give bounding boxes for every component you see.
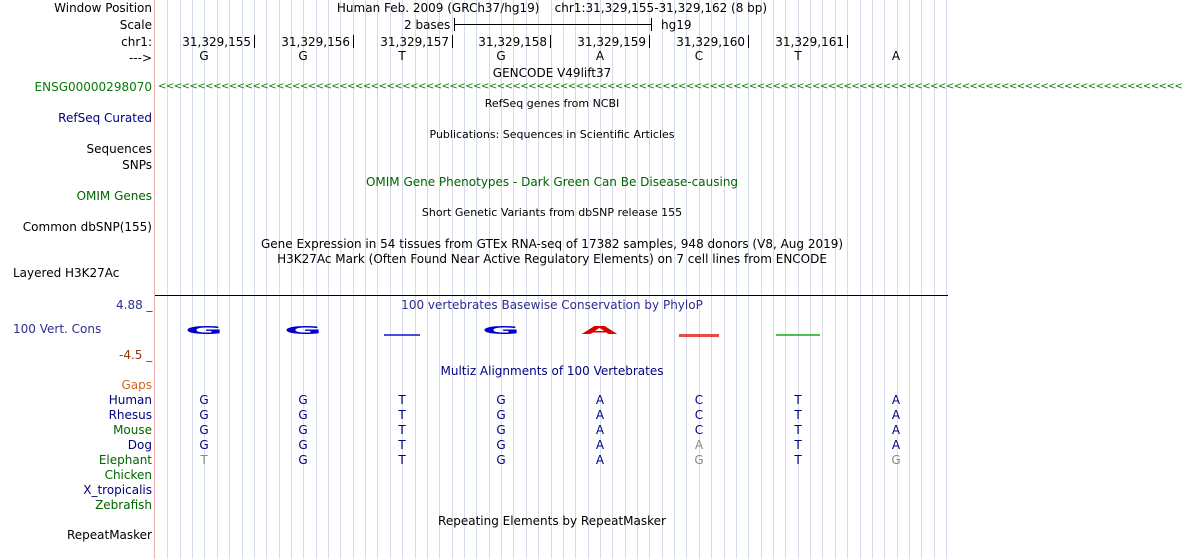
- base-letter: A: [891, 49, 901, 63]
- coordinate-label: 31,329,159: [577, 35, 646, 49]
- gencode-track-title: GENCODE V49lift37: [492, 66, 612, 80]
- coordinate-tick: [649, 35, 650, 48]
- aligned-base: T: [398, 438, 406, 452]
- coordinate-label: 31,329,157: [380, 35, 449, 49]
- gencode-gene-label[interactable]: ENSG00000298070: [34, 80, 152, 94]
- aligned-base: A: [694, 438, 704, 452]
- species-label[interactable]: Zebrafish: [95, 498, 152, 512]
- aligned-base: A: [595, 438, 605, 452]
- window-position-label: Window Position: [54, 1, 152, 15]
- aligned-base: A: [595, 393, 605, 407]
- phylop-min-value: -4.5 _: [119, 348, 153, 362]
- chrom-label: chr1:: [121, 35, 152, 49]
- logo-letter: A: [581, 324, 618, 337]
- coordinate-tick: [254, 35, 255, 48]
- aligned-base: G: [298, 408, 308, 422]
- base-letter: C: [694, 49, 704, 63]
- gencode-gene-strand[interactable]: <<<<<<<<<<<<<<<<<<<<<<<<<<<<<<<<<<<<<<<<<<<<<<<<<<<<<<<<<<<<<<<<<<<<<<<<<<<<<<<<<<<<<<<<<<<<<<<<<<<<<<<<<<<<<<<<<<<<<<<<<<<<<<<<<<: [158, 81, 1182, 92]
- coordinate-tick: [452, 35, 453, 48]
- logo-mark: [776, 334, 820, 336]
- aligned-base: G: [298, 438, 308, 452]
- repeatmasker-track-label[interactable]: RepeatMasker: [66, 528, 152, 542]
- logo-letter: G: [185, 324, 223, 337]
- aligned-base: G: [298, 393, 308, 407]
- aligned-base: T: [794, 453, 802, 467]
- coordinate-label: 31,329,155: [182, 35, 251, 49]
- refseq-track-label[interactable]: RefSeq Curated: [58, 111, 152, 125]
- h3k27ac-track-baseline: [155, 295, 948, 296]
- aligned-base: T: [200, 453, 208, 467]
- scale-label: Scale: [119, 18, 152, 32]
- aligned-base: T: [794, 393, 802, 407]
- aligned-base: T: [398, 393, 406, 407]
- aligned-base: G: [496, 438, 506, 452]
- phylop-track-label[interactable]: 100 Vert. Cons: [13, 322, 102, 336]
- phylop-max-value: 4.88 _: [116, 298, 153, 312]
- aligned-base: A: [891, 408, 901, 422]
- species-label[interactable]: Rhesus: [108, 408, 152, 422]
- aligned-base: G: [298, 423, 308, 437]
- base-letter: G: [496, 49, 506, 63]
- aligned-base: T: [398, 408, 406, 422]
- aligned-base: G: [496, 453, 506, 467]
- sequences-track-label[interactable]: Sequences: [86, 142, 152, 156]
- coordinate-tick: [353, 35, 354, 48]
- aligned-base: C: [694, 393, 704, 407]
- refseq-track-title: RefSeq genes from NCBI: [484, 97, 620, 110]
- aligned-base: C: [694, 423, 704, 437]
- coordinate-label: 31,329,156: [281, 35, 350, 49]
- aligned-base: T: [398, 423, 406, 437]
- aligned-base: A: [891, 438, 901, 452]
- species-label[interactable]: Human: [108, 393, 152, 407]
- species-label[interactable]: Elephant: [98, 453, 152, 467]
- omim-track-title: OMIM Gene Phenotypes - Dark Green Can Be Disease-causing: [365, 175, 739, 189]
- aligned-base: G: [496, 423, 506, 437]
- species-label[interactable]: Mouse: [113, 423, 152, 437]
- base-letter: G: [199, 49, 209, 63]
- gtex-track-title: Gene Expression in 54 tissues from GTEx RNA-seq of 17382 samples, 948 donors (V8, Aug 2019): [260, 237, 844, 251]
- aligned-base: G: [496, 408, 506, 422]
- dbsnp-track-label[interactable]: Common dbSNP(155): [22, 220, 152, 234]
- scale-db: hg19: [661, 18, 692, 32]
- aligned-base: G: [891, 453, 901, 467]
- aligned-base: G: [199, 438, 209, 452]
- snps-track-label[interactable]: SNPs: [122, 158, 152, 172]
- aligned-base: G: [694, 453, 704, 467]
- aligned-base: A: [595, 423, 605, 437]
- aligned-base: G: [199, 393, 209, 407]
- aligned-base: A: [595, 408, 605, 422]
- strand-label: --->: [128, 51, 152, 65]
- gaps-label: Gaps: [121, 378, 152, 392]
- repeatmasker-track-title: Repeating Elements by RepeatMasker: [438, 514, 666, 528]
- logo-letter: G: [284, 324, 322, 337]
- aligned-base: T: [794, 408, 802, 422]
- logo-letter: G: [482, 324, 520, 337]
- h3k27ac-track-label[interactable]: Layered H3K27Ac: [13, 266, 120, 280]
- phylop-track-title: 100 vertebrates Basewise Conservation by PhyloP: [401, 298, 703, 312]
- aligned-base: T: [398, 453, 406, 467]
- aligned-base: G: [496, 393, 506, 407]
- publications-track-title: Publications: Sequences in Scientific Articles: [429, 128, 675, 141]
- omim-track-label[interactable]: OMIM Genes: [76, 189, 152, 203]
- label-separator: [154, 0, 155, 559]
- scale-bar-right-tick: [651, 18, 652, 31]
- species-label[interactable]: Chicken: [104, 468, 152, 482]
- aligned-base: G: [298, 453, 308, 467]
- logo-mark: [384, 334, 420, 336]
- logo-mark: [679, 334, 719, 337]
- coordinate-tick: [847, 35, 848, 48]
- aligned-base: A: [891, 423, 901, 437]
- aligned-base: T: [794, 423, 802, 437]
- scale-bar: [454, 24, 652, 25]
- scale-text: 2 bases: [404, 18, 451, 32]
- multiz-track-title: Multiz Alignments of 100 Vertebrates: [440, 364, 664, 378]
- coordinate-tick: [550, 35, 551, 48]
- aligned-base: G: [199, 423, 209, 437]
- coordinate-tick: [748, 35, 749, 48]
- species-label[interactable]: X_tropicalis: [83, 483, 152, 497]
- aligned-base: C: [694, 408, 704, 422]
- h3k27ac-track-title: H3K27Ac Mark (Often Found Near Active Regulatory Elements) on 7 cell lines from ENCODE: [277, 252, 827, 266]
- coordinate-label: 31,329,158: [478, 35, 547, 49]
- base-letter: T: [794, 49, 802, 63]
- base-letter: T: [398, 49, 406, 63]
- species-label[interactable]: Dog: [127, 438, 152, 452]
- aligned-base: A: [595, 453, 605, 467]
- base-letter: A: [595, 49, 605, 63]
- coordinate-label: 31,329,160: [676, 35, 745, 49]
- dbsnp-track-title: Short Genetic Variants from dbSNP release 155: [421, 206, 683, 219]
- aligned-base: A: [891, 393, 901, 407]
- aligned-base: G: [199, 408, 209, 422]
- aligned-base: T: [794, 438, 802, 452]
- coordinate-label: 31,329,161: [775, 35, 844, 49]
- window-position-value: Human Feb. 2009 (GRCh37/hg19) chr1:31,329,155-31,329,162 (8 bp): [336, 1, 768, 15]
- base-letter: G: [298, 49, 308, 63]
